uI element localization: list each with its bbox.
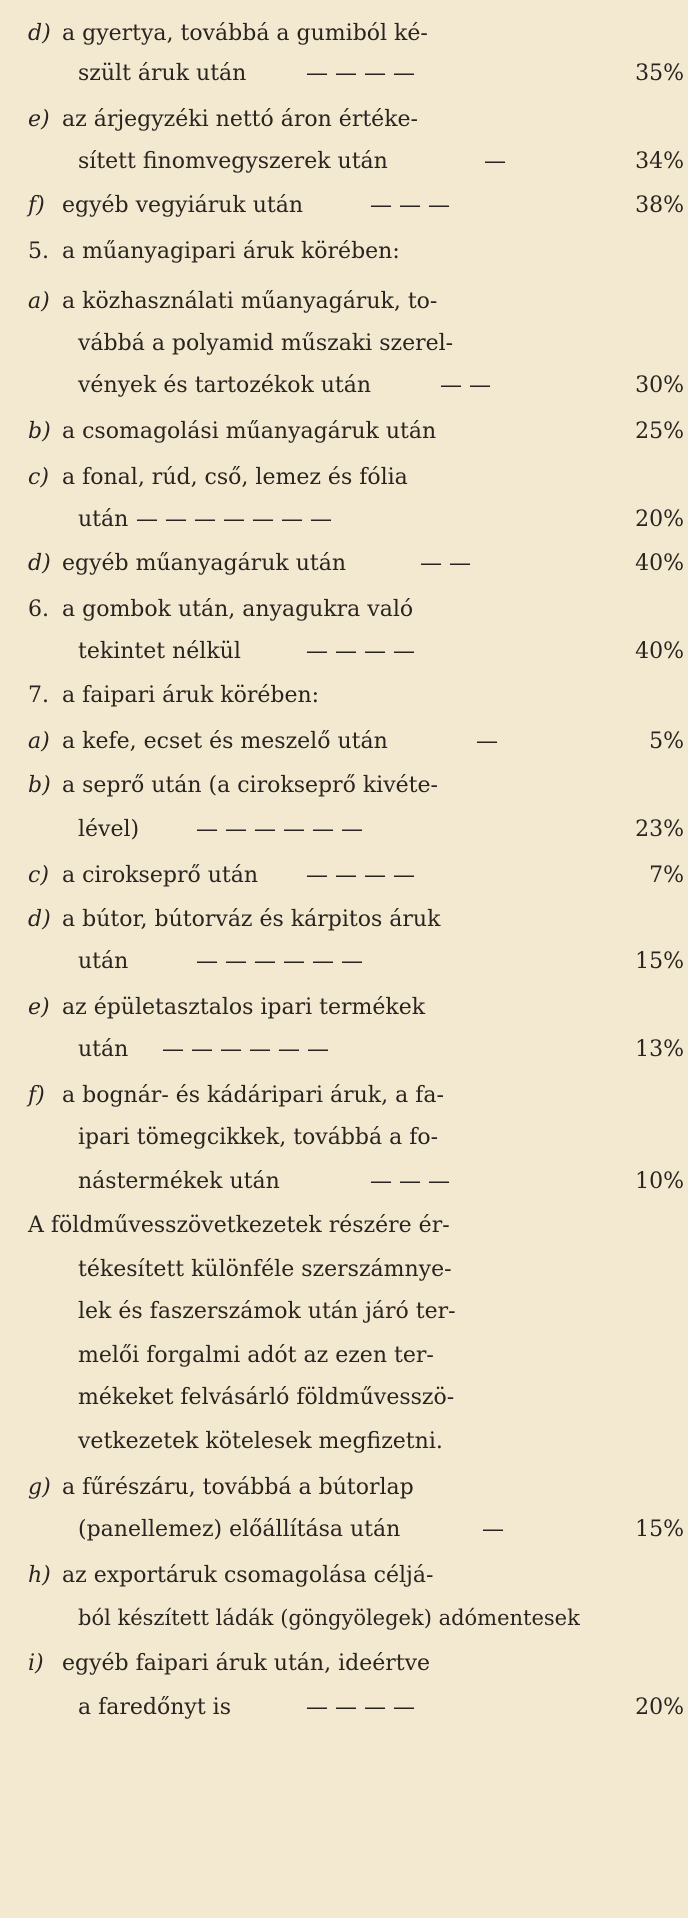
- item-label: d): [28, 21, 51, 46]
- rate-value: 23%: [635, 817, 684, 842]
- rate-value: 13%: [635, 1037, 684, 1062]
- item-label: 6.: [28, 597, 49, 622]
- line-text: a gombok után, anyagukra való: [62, 597, 414, 622]
- text-line: [0, 1598, 688, 1638]
- text-line: [0, 1076, 688, 1116]
- rate-value: 5%: [649, 729, 684, 754]
- text-line: [0, 942, 688, 982]
- line-text: után: [78, 1037, 129, 1062]
- text-line: [0, 232, 688, 272]
- leader-dashes: — — — —: [306, 639, 415, 664]
- leader-dashes: — —: [420, 551, 471, 576]
- rate-value: 20%: [635, 1695, 684, 1720]
- text-line: [0, 282, 688, 322]
- item-label: g): [28, 1475, 51, 1500]
- line-text: a fűrészáru, továbbá a bútorlap: [62, 1475, 414, 1500]
- line-text: vények és tartozékok után: [78, 373, 372, 398]
- text-line: [0, 988, 688, 1028]
- item-label: d): [28, 551, 51, 576]
- text-line: [0, 1162, 688, 1202]
- text-line: [0, 324, 688, 364]
- line-text: a seprő után (a cirokseprő kivéte-: [62, 773, 438, 798]
- rate-value: 20%: [635, 507, 684, 532]
- line-text: a műanyagipari áruk körében:: [62, 239, 400, 264]
- item-label: 7.: [28, 683, 49, 708]
- line-text: mékeket felvásárló földművesszö-: [78, 1385, 455, 1410]
- text-line: [0, 1336, 688, 1376]
- line-text: lével): [78, 817, 140, 842]
- rate-value: 34%: [635, 149, 684, 174]
- line-text: a faredőnyt is: [78, 1695, 231, 1720]
- rate-value: 30%: [635, 373, 684, 398]
- text-line: [0, 1378, 688, 1418]
- line-text: (panellemez) előállítása után: [78, 1517, 401, 1542]
- line-text: a kefe, ecset és meszelő után: [62, 729, 388, 754]
- item-label: e): [28, 995, 50, 1020]
- line-text: után: [78, 949, 129, 974]
- text-line: [0, 458, 688, 498]
- line-text: a gyertya, továbbá a gumiból ké-: [62, 21, 428, 46]
- line-text: a csomagolási műanyagáruk után: [62, 419, 437, 444]
- text-line: [0, 100, 688, 140]
- text-line: [0, 590, 688, 630]
- rate-value: 15%: [635, 1517, 684, 1542]
- line-text: melői forgalmi adót az ezen ter-: [78, 1343, 434, 1368]
- text-line: [0, 1510, 688, 1550]
- leader-dashes: —: [476, 729, 498, 754]
- line-text: egyéb vegyiáruk után: [62, 193, 304, 218]
- line-text: ból készített ládák (göngyölegek) adómentesek: [78, 1606, 580, 1630]
- line-text: egyéb műanyagáruk után: [62, 551, 346, 576]
- text-line: [0, 412, 688, 452]
- item-label: h): [28, 1563, 51, 1588]
- line-text: a cirokseprő után: [62, 863, 259, 888]
- text-line: [0, 186, 688, 226]
- line-text: vetkezetek kötelesek megfizetni.: [78, 1429, 443, 1454]
- line-text: vábbá a polyamid műszaki szerel-: [78, 331, 454, 356]
- text-line: [0, 1422, 688, 1462]
- text-line: [0, 1118, 688, 1158]
- line-text: az exportáruk csomagolása céljá-: [62, 1563, 434, 1588]
- item-label: a): [28, 289, 50, 314]
- text-line: [0, 766, 688, 806]
- text-line: [0, 1030, 688, 1070]
- item-label: e): [28, 107, 50, 132]
- text-line: [0, 900, 688, 940]
- leader-dashes: — — — — — —: [162, 1037, 329, 1062]
- line-text: a faipari áruk körében:: [62, 683, 320, 708]
- text-line: [0, 544, 688, 584]
- line-text: nástermékek után: [78, 1169, 280, 1194]
- line-text: tekintet nélkül: [78, 639, 241, 664]
- text-line: [0, 366, 688, 406]
- text-line: [0, 1206, 688, 1246]
- item-label: b): [28, 419, 51, 444]
- line-text: egyéb faipari áruk után, ideértve: [62, 1651, 431, 1676]
- line-text: a közhasználati műanyagáruk, to-: [62, 289, 438, 314]
- rate-value: 10%: [635, 1169, 684, 1194]
- item-label: d): [28, 907, 51, 932]
- rate-value: 35%: [635, 61, 684, 86]
- text-line: [0, 1250, 688, 1290]
- line-text: a bognár- és kádáripari áruk, a fa-: [62, 1083, 444, 1108]
- leader-dashes: — — —: [370, 193, 450, 218]
- line-text: lek és faszerszámok után járó ter-: [78, 1299, 456, 1324]
- text-line: [0, 632, 688, 672]
- line-text: tékesített különféle szerszámnye-: [78, 1257, 452, 1282]
- leader-dashes: —: [482, 1517, 504, 1542]
- item-label: 5.: [28, 239, 49, 264]
- line-text: szült áruk után: [78, 61, 247, 86]
- text-line: [0, 856, 688, 896]
- text-line: [0, 1468, 688, 1508]
- leader-dashes: — — — —: [306, 863, 415, 888]
- line-text: az épületasztalos ipari termékek: [62, 995, 426, 1020]
- text-line: [0, 810, 688, 850]
- rate-value: 38%: [635, 193, 684, 218]
- leader-dashes: — — —: [370, 1169, 450, 1194]
- item-label: c): [28, 863, 49, 888]
- item-label: f): [28, 193, 45, 218]
- item-label: c): [28, 465, 49, 490]
- leader-dashes: — —: [440, 373, 491, 398]
- leader-dashes: —: [484, 149, 506, 174]
- text-line: [0, 142, 688, 182]
- text-line: [0, 1292, 688, 1332]
- line-text: sített finomvegyszerek után: [78, 149, 388, 174]
- text-line: [0, 14, 688, 54]
- item-label: b): [28, 773, 51, 798]
- rate-value: 7%: [649, 863, 684, 888]
- leader-dashes: — — — —: [306, 61, 415, 86]
- line-text: a bútor, bútorváz és kárpitos áruk: [62, 907, 441, 932]
- line-text: A földművesszövetkezetek részére ér-: [28, 1213, 450, 1238]
- text-line: [0, 1688, 688, 1728]
- rate-value: 40%: [635, 639, 684, 664]
- leader-dashes: — — — —: [306, 1695, 415, 1720]
- leader-dashes: — — — — — —: [196, 817, 363, 842]
- leader-dashes: — — — — — — —: [136, 507, 332, 532]
- line-text: az árjegyzéki nettó áron értéke-: [62, 107, 418, 132]
- rate-value: 40%: [635, 551, 684, 576]
- text-line: [0, 676, 688, 716]
- text-line: [0, 722, 688, 762]
- line-text: a fonal, rúd, cső, lemez és fólia: [62, 465, 408, 490]
- rate-value: 15%: [635, 949, 684, 974]
- text-line: [0, 1644, 688, 1684]
- text-line: [0, 500, 688, 540]
- rate-value: 25%: [635, 419, 684, 444]
- text-line: [0, 1556, 688, 1596]
- item-label: a): [28, 729, 50, 754]
- text-line: [0, 54, 688, 94]
- line-text: ipari tömegcikkek, továbbá a fo-: [78, 1125, 439, 1150]
- item-label: f): [28, 1083, 45, 1108]
- leader-dashes: — — — — — —: [196, 949, 363, 974]
- line-text: után: [78, 507, 129, 532]
- item-label: i): [28, 1651, 44, 1676]
